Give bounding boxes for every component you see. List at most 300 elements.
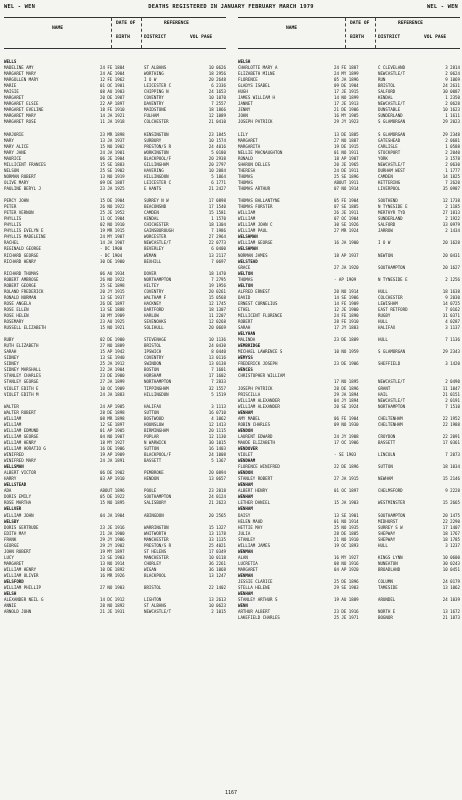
entry-district: MANCHESTER — [144, 554, 169, 560]
entry-name: HARRY — [4, 476, 17, 482]
entry-birth-date: 28 NO 1892 — [100, 603, 125, 609]
entry-name: MARGARET ROSE — [4, 119, 37, 125]
entry-district: SURREY S W — [378, 524, 403, 530]
entry-reference: 12 1089 — [208, 113, 226, 119]
entry-reference: 1 1570 — [211, 216, 226, 222]
entry-reference: 14 1825 — [442, 173, 460, 179]
left-column — [4, 17, 226, 615]
entry-birth-date: 24 JA 1891 — [100, 458, 125, 464]
entry-name: NELSON — [4, 167, 19, 173]
entry-name: HETTIE MAY — [238, 524, 263, 530]
entry-name: MARGARET EVELINE — [4, 107, 44, 113]
entry-name: WILLIAM — [238, 210, 256, 216]
entry-reference: 10 0600 — [442, 554, 460, 560]
entry-district: BEVERLEY — [144, 246, 164, 252]
entry-name: ROSEMARY — [4, 319, 24, 325]
entry-birth-date: 29 JY 1902 — [100, 542, 125, 548]
entry-district: BRISTOL — [144, 585, 162, 591]
entry-birth-date: 30 DE 1900 — [100, 258, 125, 264]
surname: WENHAM — [238, 591, 253, 597]
entry-reference: 22 2091 — [442, 433, 460, 439]
entry-reference: 31 0371 — [442, 312, 460, 318]
entry-district: NORTHAMPTON — [378, 403, 406, 409]
entry-reference: 22 1988 — [442, 421, 460, 427]
header-divider — [345, 18, 346, 48]
entry-district: HULL — [378, 542, 388, 548]
entry-district: COVENTRY — [144, 288, 164, 294]
entry-reference: 22 2290 — [442, 518, 460, 524]
entry-district: HULL — [378, 288, 388, 294]
entry-name: STELLA HELENE — [238, 585, 271, 591]
entry-district: S GLAMORGAN — [378, 349, 406, 355]
entry-district: SHEPWAY — [378, 536, 396, 542]
entry-birth-date: 07 OC 1904 — [334, 216, 359, 222]
surname: WENN — [238, 603, 248, 609]
entry-district: HULL — [378, 337, 388, 343]
entry-district: S GLAMORGAN — [378, 131, 406, 137]
entry-birth-date: 25 SE 1902 — [100, 167, 125, 173]
entry-name: MARGARET — [238, 137, 258, 143]
entry-reference: 16 0710 — [208, 409, 226, 415]
entry-reference: 9 2030 — [445, 294, 460, 300]
page-number: 1167 — [224, 790, 238, 796]
entry-birth-date: 24 FE 1890 — [334, 312, 359, 318]
entry-birth-date: 06 FE 1904 — [334, 415, 359, 421]
entry-reference: 10 1574 — [208, 137, 226, 143]
entry-name: ADA — [4, 488, 12, 494]
entry-district: COLUMN — [378, 579, 393, 585]
entry-birth-date: 17 OC 1906 — [334, 439, 359, 445]
entry-district: SHEFFIELD — [378, 361, 401, 367]
entry-birth-date: 18 AP 1907 — [334, 155, 359, 161]
entry-birth-date: 23 JE 1916 — [100, 524, 125, 530]
entry-name: ROSE ANGELA — [4, 300, 32, 306]
entry-district: LINCOLN — [378, 452, 396, 458]
entry-district: STEVENAGE — [144, 337, 167, 343]
entry-district: BASSETT — [378, 439, 396, 445]
entry-reference: 12 1413 — [208, 421, 226, 427]
entry-district: KINGS LYNN — [378, 554, 403, 560]
entry-reference: 7 0697 — [211, 258, 226, 264]
entry-district: GILLINGHAM — [144, 161, 169, 167]
entry-district: SOUTHAMPTON — [378, 512, 406, 518]
entry-birth-date: 25 JE 1952 — [100, 210, 125, 216]
entry-district: ST ALBANS — [144, 603, 167, 609]
entry-reference: 17 0898 — [208, 198, 226, 204]
entry-reference: 20 2797 — [208, 161, 226, 167]
entry-district: BEACONSND — [144, 204, 167, 210]
entry-district: BOSTON — [144, 367, 159, 373]
entry-name: STANLEY — [238, 536, 256, 542]
entry-district: N WARWICK — [144, 439, 167, 445]
entry-district: KETTERING — [378, 179, 401, 185]
entry-birth-date: 16 MR 1926 — [100, 572, 125, 578]
entry-name: WALTER ROBERT — [4, 409, 37, 415]
entry-birth-date: 20 DE 1907 — [100, 95, 125, 101]
entry-birth-date: 22 AP 1897 — [100, 101, 125, 107]
entry-reference: 30 1015 — [208, 439, 226, 445]
entry-birth-date: 13 SE 1937 — [100, 294, 125, 300]
entry-district: HAIL — [378, 391, 388, 397]
column-header — [238, 17, 460, 49]
entry-reference: 10 1623 — [442, 107, 460, 113]
entry-name: ALBERT VICTOR — [4, 470, 37, 476]
entry-district: CHELTENHAM — [378, 421, 403, 427]
entry-name: FLORENCE WINIFRED — [238, 464, 280, 470]
entry-birth-date: - DC 1904 — [100, 252, 123, 258]
entry-birth-date: 07 SE 1885 — [334, 204, 359, 210]
entry-reference: 32 1557 — [208, 385, 226, 391]
entry-birth-date: 24 JY 1908 — [334, 433, 359, 439]
entry-birth-date: 10 MY 1909 — [100, 312, 125, 318]
entry-reference: 3 1578 — [445, 155, 460, 161]
entry-district: PRESTON/S R — [144, 542, 172, 548]
entry-birth-date: 24 MY 1907 — [100, 234, 125, 240]
entry-name: WILLIAM HENRY — [4, 439, 37, 445]
entry-name: WILLIAM — [238, 216, 256, 222]
entry-district: HORSHAM — [144, 373, 162, 379]
entry-birth-date: ABOUT 1911 — [334, 179, 359, 185]
entry-district: ABINGDON — [144, 512, 164, 518]
entry-birth-date: 07 NO 1914 — [334, 185, 359, 191]
entry-reference: 30 0087 — [442, 89, 460, 95]
entry-name: THOMAS — [238, 173, 253, 179]
entry-birth-date: 20 JY 1915 — [100, 288, 125, 294]
entry-reference: 12 1130 — [208, 433, 226, 439]
entry-name: RICHARD HENRY — [4, 258, 37, 264]
entry-reference: 7 1136 — [445, 337, 460, 343]
entry-district: BRISTOL — [378, 83, 396, 89]
entry-reference: 17 0361 — [442, 439, 460, 445]
entry-birth-date: 05 FE 1904 — [334, 198, 359, 204]
entry-reference: 35 0987 — [442, 185, 460, 191]
entry-district: SUTTON — [144, 446, 159, 451]
entry-birth-date: 15 SE 1883 — [100, 161, 125, 167]
entry-birth-date: 23 DE 1900 — [100, 373, 125, 379]
entry-name: AMY MABEL — [238, 415, 261, 421]
entry-name: MARGARET — [4, 560, 24, 566]
entry-name: ARTHUR ALBERT — [238, 609, 271, 615]
entry-birth-date: 24 JA 1883 — [100, 391, 125, 397]
entry-name: MICHAEL LAWRENCE S — [238, 349, 283, 355]
entry-reference: 15 2665 — [442, 500, 460, 506]
entry-name: MARGARET MARY — [4, 113, 37, 119]
entry-district: TAMESIDE — [378, 585, 398, 591]
entry-name: RUSSELL ELIZABETH — [4, 325, 46, 331]
entry-reference: 13 1062 — [442, 585, 460, 591]
entry-birth-date: 24 FE 1884 — [100, 65, 125, 71]
entry-district: BLACKPOOL/F — [144, 452, 172, 458]
entry-name: GRACE — [238, 264, 251, 270]
entry-birth-date: 20 NO 1914 — [334, 288, 359, 294]
entry-reference: 29 2023 — [442, 119, 460, 125]
surname: WENMAN — [238, 572, 253, 578]
page-title: DEATHS REGISTERED IN JANUARY FEBRUARY MARCH 1979 — [148, 4, 314, 10]
entry-birth-date: 01 OC 1901 — [100, 83, 125, 89]
entry-name: SIDNEY — [4, 361, 19, 367]
entry-reference: 1 2350 — [445, 95, 460, 101]
entry-name: FRANK — [4, 536, 17, 542]
entry-reference: 7 1986 — [211, 228, 226, 234]
entry-district: BOGNOR — [378, 615, 393, 621]
entry-name: MILLICENT FRANCES — [4, 161, 46, 167]
entry-name: RUTH ELIZABETH — [4, 343, 39, 349]
entry-district: NORTH E — [378, 609, 396, 615]
entry-district: CARLISLE — [378, 143, 398, 149]
entry-birth-date: 24 AE 1904 — [100, 71, 125, 77]
entry-birth-date: 17 NO 1895 — [334, 379, 359, 385]
entry-reference: 6 1771 — [211, 179, 226, 185]
entry-reference: 20 2648 — [208, 77, 226, 83]
entry-reference: 24 1008 — [208, 452, 226, 458]
entry-birth-date: 29 JA 1894 — [334, 391, 359, 397]
header-left-code: WEL - WEN — [4, 4, 36, 10]
entry-birth-date: 27 JA 1899 — [100, 379, 125, 385]
entry-name: WILLIAM GEORGE — [238, 240, 273, 246]
entry-reference: 2 0624 — [445, 71, 460, 77]
header-name: NAME — [52, 26, 64, 31]
entry-name: FLORENCE — [238, 77, 258, 83]
entry-name: JAMES WILLIAM H — [238, 95, 275, 101]
entry-district: NEWCASTLE/T — [144, 240, 172, 246]
entry-birth-date: 28 DE 1885 — [334, 530, 359, 536]
entry-birth-date: 23 AU 1925 — [100, 319, 125, 325]
entry-name: MALINDA — [238, 337, 256, 343]
entry-name: MARY ALICE — [4, 143, 29, 149]
entry-reference: 3 1420 — [445, 361, 460, 367]
entry-birth-date: 04 JA 1904 — [100, 512, 125, 518]
entry-district: GAINSBOROUGH — [144, 228, 174, 234]
entry-district: HALIFAX — [378, 325, 396, 331]
entry-name: LAKEFIELD CHARLES — [238, 615, 280, 621]
entry-district: CAMDEN — [378, 173, 393, 179]
entry-birth-date: 10 NO 1959 — [334, 349, 359, 355]
header-reference: REFERENCE — [164, 21, 189, 26]
entry-birth-date: 04 JY 1894 — [334, 397, 359, 403]
entry-name: RICHARD THOMAS — [4, 270, 39, 276]
entry-name: HELEN MAUD — [238, 518, 263, 524]
entry-reference: 15 2146 — [442, 476, 460, 482]
entry-reference: 3 1137 — [445, 325, 460, 331]
header-vol-page: VOL PAGE — [424, 35, 447, 40]
entry-district: MAIDSTONE — [144, 107, 167, 113]
entry-district: BLACKPOOL — [144, 572, 167, 578]
entry-name: MARGARET ELSIE — [4, 101, 39, 107]
entry-name: ALFRED ERNEST — [238, 288, 271, 294]
entry-reference: 3 2814 — [445, 65, 460, 71]
entry-district: PEMBROKE — [144, 470, 164, 476]
entry-district: SALFORD — [378, 222, 396, 228]
entry-birth-date: 04 AP 1920 — [334, 566, 359, 572]
entry-birth-date: 22 DE 1896 — [334, 464, 359, 470]
entry-name: WILLIAM GEORGE — [4, 433, 39, 439]
entry-name: PAULINE BERYL J — [4, 185, 41, 191]
entry-name: MADELINE AMY — [4, 65, 34, 71]
entry-name: JULIA — [238, 530, 251, 536]
entry-reference: 17 1602 — [208, 373, 226, 379]
entry-name: DAISY — [238, 512, 251, 518]
surname: WENHAM — [238, 409, 253, 415]
entry-district: HALIFAX — [144, 403, 162, 409]
entry-name: LUCY — [4, 554, 14, 560]
entry-district: GATESHEAD — [378, 137, 401, 143]
entry-birth-date: 24 MY 1899 — [334, 71, 359, 77]
entry-name: WILLIAM PHILLIP — [4, 585, 41, 591]
entry-reference: 2 1015 — [211, 609, 226, 615]
entry-name: MARIE — [4, 83, 17, 89]
entry-name: ROSE ELLEN — [4, 306, 29, 312]
entry-reference: 15 0568 — [208, 294, 226, 300]
entry-birth-date: 13 SE 1901 — [334, 512, 359, 518]
entry-birth-date: 15 NO 1902 — [100, 143, 125, 149]
surname: WELLVER — [4, 506, 22, 512]
entry-reference: 13 0116 — [208, 355, 226, 361]
entry-district: DURHAM WEST — [378, 167, 406, 173]
entry-name: PHYLLIS — [4, 216, 22, 222]
entry-reference: 20 0261 — [208, 288, 226, 294]
entry-district: LIVERPOOL — [378, 185, 401, 191]
entry-name: THOMAS — [238, 276, 253, 282]
entry-name: MARGOLLEN MARY — [4, 77, 39, 83]
entry-reference: 10 0626 — [208, 65, 226, 71]
entry-birth-date: 15 NO 1921 — [100, 325, 125, 331]
entry-reference: 29 2343 — [442, 349, 460, 355]
entry-reference: 18 1470 — [208, 270, 226, 276]
entry-birth-date: 12 JE 1900 — [334, 306, 359, 312]
entry-birth-date: 14 FE 1909 — [334, 300, 359, 306]
entry-birth-date: - DC 1900 — [100, 246, 123, 252]
entry-reference: 5 1519 — [211, 391, 226, 397]
entry-district: NUNEATON — [378, 560, 398, 566]
entry-reference: 13 2117 — [208, 252, 226, 258]
entry-reference: 17 1540 — [208, 204, 226, 210]
entry-reference: 10 0623 — [208, 603, 226, 609]
entry-reference: 7 2795 — [211, 276, 226, 282]
entry-name: CHRISTOPHER WILLIAM — [238, 373, 285, 379]
right-column — [238, 17, 460, 621]
entry-name: MARGARET — [4, 95, 24, 101]
entry-district: NORTHAMPTON — [144, 276, 172, 282]
entry-birth-date: 21 DE 1906 — [334, 107, 359, 113]
entry-reference: 18 1866 — [208, 107, 226, 113]
entry-district: WORTHING — [144, 71, 164, 77]
entry-name: ELIZABETH MILNE — [238, 71, 275, 77]
entry-name: DORIS EMILY — [4, 494, 32, 500]
entry-birth-date: 04 NO 1907 — [100, 433, 125, 439]
entry-district: HULL — [378, 319, 388, 325]
entry-reference: 13 1178 — [208, 530, 226, 536]
entry-reference: 1 0588 — [445, 143, 460, 149]
entry-reference: 24 4016 — [208, 143, 226, 149]
entry-reference: 13 0138 — [208, 361, 226, 367]
entry-reference: 8 0440 — [211, 349, 226, 355]
entry-name: NORMAN ROBERT — [4, 173, 37, 179]
entry-reference: 22 1952 — [442, 415, 460, 421]
entry-district: DOVER — [144, 270, 157, 276]
entry-reference: 6 2336 — [211, 83, 226, 89]
entry-name: HUGH — [238, 89, 248, 95]
entry-name: THOMAS FORSTER — [238, 204, 273, 210]
entry-birth-date: 14 DC 1912 — [100, 597, 125, 603]
header-date-of: DATE OF — [350, 21, 370, 26]
entry-birth-date: 27 NO 1903 — [100, 585, 125, 591]
entry-name: JANNET — [238, 101, 253, 107]
entry-reference: 7 1601 — [211, 367, 226, 373]
entry-district: COVENTRY — [144, 95, 164, 101]
entry-birth-date: 23 DE 1889 — [334, 337, 359, 343]
entry-district: MIDHURST — [378, 518, 398, 524]
entry-district: NEWCASTLE/T — [144, 609, 172, 615]
entry-district: SHEPWAY — [378, 530, 396, 536]
entry-reference: 12 0268 — [208, 319, 226, 325]
entry-birth-date: - SE 1903 — [334, 452, 357, 458]
entry-district: BEXHILL — [144, 258, 162, 264]
surname: WELLS — [4, 59, 17, 64]
entry-name: WILLIAM JAMES — [238, 542, 271, 548]
entry-district: PRESTON/S R — [144, 143, 172, 149]
entry-name: PHYLLIS EVELYN E — [4, 228, 44, 234]
entry-name: WALTER — [4, 403, 19, 409]
entry-reference: 2 0681 — [445, 137, 460, 143]
entry-name: SHARON DELLES — [238, 161, 271, 167]
entry-name: ROSE MARTHA — [4, 500, 32, 506]
entry-reference: 20 2938 — [208, 155, 226, 161]
entry-district: CHICHESTER — [144, 222, 169, 228]
entry-birth-date: 12 SE 1897 — [100, 421, 125, 427]
header-birth: BIRTH — [350, 35, 364, 40]
entry-district: MERTHYR TYD — [378, 210, 406, 216]
entry-district: IPSWICH — [144, 349, 162, 355]
entry-name: WINIFRED MARY — [4, 458, 37, 464]
entry-birth-date: 27 NO 1887 — [334, 137, 359, 143]
entry-birth-date: 18 AP 1937 — [334, 252, 359, 258]
entry-birth-date: 25 SE 1896 — [334, 173, 359, 179]
entry-reference: 2 1922 — [445, 216, 460, 222]
entry-name: STANLEY CHARLES — [4, 373, 41, 379]
surname: WELSHMAN — [238, 246, 258, 252]
entry-birth-date: 02 NO 1910 — [100, 222, 125, 228]
entry-name: CHARLOTTE MARY A — [238, 65, 278, 71]
entry-name: ROBERT — [238, 319, 253, 325]
entry-birth-date: 06 JE 1904 — [100, 155, 125, 161]
entry-birth-date: 24 JA 1901 — [100, 149, 125, 155]
entry-reference: 7 2833 — [211, 379, 226, 385]
entry-district: WHITWORTH — [144, 530, 167, 536]
entry-reference: 29 2348 — [442, 131, 460, 137]
entry-birth-date: 01 AP 1905 — [100, 427, 125, 433]
entry-birth-date: 19 MY 1897 — [100, 548, 125, 554]
entry-reference: 6 0400 — [211, 246, 226, 252]
entry-birth-date: 06 DE 1902 — [100, 470, 125, 476]
entry-reference: 36 1068 — [208, 566, 226, 572]
entry-reference: 23 1845 — [208, 131, 226, 137]
entry-name: WILLIAM ALEXANDER — [238, 403, 280, 409]
entry-reference: 7 0162 — [445, 306, 460, 312]
entry-birth-date: 24 FE 1887 — [334, 65, 359, 71]
entry-reference: 10 1070 — [208, 95, 226, 101]
entry-birth-date: 11 OC 1904 — [100, 216, 125, 222]
entry-name: PETER VERNON — [4, 210, 34, 216]
entry-list — [238, 59, 460, 621]
entry-district: HACKNEY — [144, 300, 162, 306]
entry-birth-date: 15 DE 1904 — [100, 198, 125, 204]
entry-birth-date: 16 JA 1900 — [334, 240, 359, 246]
entry-name: STANLEY GEORGE — [4, 379, 39, 385]
entry-district: ST ALBANS — [144, 65, 167, 71]
entry-district: HILLINGDON — [144, 391, 169, 397]
entry-reference: 20 2565 — [208, 512, 226, 518]
entry-birth-date: 19 MR 1915 — [100, 228, 125, 234]
